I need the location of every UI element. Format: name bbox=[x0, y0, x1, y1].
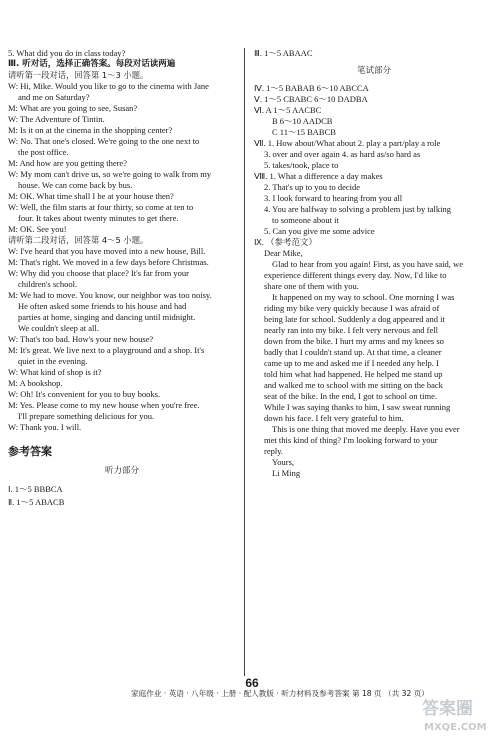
answer-subline: 5. takes/took, place to bbox=[264, 160, 339, 170]
dialogue-line: M: Is it on at the cinema in the shopping center? bbox=[8, 125, 173, 135]
answer-subline: Dear Mike, bbox=[264, 248, 303, 258]
dialogue-line: W: The Adventure of Tintin. bbox=[8, 114, 105, 124]
answer-subline: down from the bike. I hurt my arms and my knees so bbox=[264, 336, 444, 346]
dialogue-line: M: A bookshop. bbox=[8, 378, 63, 388]
answer-line: Ⅲ. 1～5 ABAAC bbox=[254, 48, 313, 58]
listening-section-title: 听力部分 bbox=[104, 466, 139, 476]
dialogue-continuation: quiet in the evening. bbox=[18, 356, 88, 366]
dialogue-continuation: children's school. bbox=[18, 279, 78, 289]
answer-subline: and walked me to school with me sitting on the back bbox=[264, 380, 443, 390]
answer-subline: Yours, bbox=[272, 457, 295, 467]
dialogue-line: M: It's great. We live next to a playground and a shop. It's bbox=[8, 345, 205, 355]
answer-subline: badly that I couldn't stand up. At that time, a cleaner bbox=[264, 347, 442, 357]
answer-subline: to someone about it bbox=[272, 215, 339, 225]
watermark-text: 答案圈 bbox=[422, 699, 473, 719]
answer-subline: 2. That's up to you to decide bbox=[264, 182, 361, 192]
left-column bbox=[8, 48, 236, 509]
dialogue-line: W: Thank you. I will. bbox=[8, 422, 82, 432]
answer-subline: Li Ming bbox=[272, 468, 301, 478]
instruction-line: 请听第二段对话，回答第 4～5 小题。 bbox=[8, 235, 149, 245]
dialogue-continuation: I'll prepare something delicious for you. bbox=[18, 411, 155, 421]
answer-line: Ⅳ. 1～5 BABAB 6～10 ABCCA bbox=[254, 83, 369, 93]
dialogue-line: M: OK. What time shall I be at your house then? bbox=[8, 191, 174, 201]
dialogue-continuation: and me on Saturday? bbox=[18, 92, 90, 102]
dialogue-line: W: My mom can't drive us, so we're going to walk from my bbox=[8, 169, 212, 179]
dialogue-line: W: No. That one's closed. We're going to the one next to bbox=[8, 136, 200, 146]
answers-title: 参考答案 bbox=[8, 445, 52, 458]
dialogue-line: 5. What did you do in class today? bbox=[8, 48, 126, 58]
dialogue-line: W: I've heard that you have moved into a new house, Bill. bbox=[8, 246, 206, 256]
answer-line: Ⅸ. （参考范文） bbox=[254, 237, 318, 247]
answer-subline: being late for school. Suddenly a dog appeared and it bbox=[264, 314, 445, 324]
dialogue-continuation: He often asked some friends to his house and had bbox=[18, 301, 187, 311]
written-section-title: 笔试部分 bbox=[356, 66, 391, 76]
answer-subline: riding my bike very quickly because I was afraid of bbox=[264, 303, 440, 313]
page-number: 66 bbox=[245, 676, 259, 690]
dialogue-line: M: Yes. Please come to my new house when you're free. bbox=[8, 400, 200, 410]
answer-subline: nearly ran into my bike. I felt very nervous and fell bbox=[264, 325, 438, 335]
column-divider bbox=[244, 48, 245, 676]
dialogue-continuation: four. It takes about twenty minutes to get there. bbox=[18, 213, 179, 223]
dialogue-line: W: That's too bad. How's your new house? bbox=[8, 334, 154, 344]
page-footer: 家庭作业 · 英语 · 八年级 · 上册 · 配人教版 · 听力材料及参考答案 第 18 页 （共 32 页） bbox=[131, 689, 429, 698]
answer-line: Ⅶ. 1. How about/What about 2. play a part/play a role bbox=[254, 138, 441, 148]
answer-subline: 3. I look forward to hearing from you all bbox=[264, 193, 403, 203]
answer-subline: 4. You are halfway to solving a problem just by talking bbox=[264, 204, 451, 214]
answer-subline: 3. over and over again 4. as hard as/so hard as bbox=[264, 149, 421, 159]
watermark-url: MXQE.COM bbox=[424, 722, 487, 733]
dialogue-continuation: the post office. bbox=[18, 147, 69, 157]
answer-line: Ⅰ. 1～5 BBBCA bbox=[8, 484, 63, 494]
answer-subline: While I was saying thanks to him, I saw sweat running bbox=[264, 402, 451, 412]
answer-line: Ⅱ. 1～5 ABACB bbox=[8, 497, 65, 507]
answer-subline: seat of the bike. In the end, I got to school on time. bbox=[264, 391, 438, 401]
answer-subline: C 11～15 BABCB bbox=[272, 127, 336, 137]
answer-subline: share one of them with you. bbox=[264, 281, 359, 291]
answer-subline: reply. bbox=[264, 446, 284, 456]
dialogue-line: W: Well, the film starts at four thirty, so come at ten to bbox=[8, 202, 194, 212]
dialogue-line: W: Oh! It's convenient for you to buy books. bbox=[8, 389, 161, 399]
answer-subline: B 6～10 AADCB bbox=[272, 116, 333, 126]
watermark-logo bbox=[420, 690, 498, 734]
dialogue-continuation: We couldn't sleep at all. bbox=[18, 323, 99, 333]
section-heading: Ⅲ. 听对话，选择正确答案。每段对话读两遍 bbox=[8, 59, 176, 69]
dialogue-line: M: OK. See you! bbox=[8, 224, 67, 234]
answer-line: Ⅵ. A 1～5 AACBC bbox=[254, 105, 322, 115]
answer-subline: experience different things every day. Now, I'd like to bbox=[264, 270, 447, 280]
answer-subline: 5. Can you give me some advice bbox=[264, 226, 375, 236]
answer-subline: Glad to hear from you again! First, as you have said, we bbox=[272, 259, 463, 269]
answer-subline: came up to me and asked me if I needed any help. I bbox=[264, 358, 439, 368]
answer-subline: met this kind of thing? I'm looking forward to your bbox=[264, 435, 438, 445]
dialogue-continuation: house. We can come back by bus. bbox=[18, 180, 133, 190]
dialogue-line: W: What kind of shop is it? bbox=[8, 367, 102, 377]
dialogue-line: W: Why did you choose that place? It's far from your bbox=[8, 268, 189, 278]
answer-line: Ⅷ. 1. What a difference a day makes bbox=[254, 171, 383, 181]
dialogue-line: W: Hi, Mike. Would you like to go to the cinema with Jane bbox=[8, 81, 209, 91]
dialogue-line: M: And how are you getting there? bbox=[8, 158, 127, 168]
dialogue-line: M: We had to move. You know, our neighbor was too noisy. bbox=[8, 290, 212, 300]
answer-line: Ⅴ. 1～5 CBABC 6～10 DADBA bbox=[254, 94, 368, 104]
instruction-line: 请听第一段对话，回答第 1～3 小题。 bbox=[8, 70, 149, 80]
dialogue-line: M: What are you going to see, Susan? bbox=[8, 103, 138, 113]
dialogue-line: M: That's right. We moved in a few days before Christmas. bbox=[8, 257, 209, 267]
right-column bbox=[254, 48, 494, 479]
answer-subline: This is one thing that moved me deeply. Have you ever bbox=[272, 424, 460, 434]
answer-subline: down his face. I felt very grateful to him. bbox=[264, 413, 404, 423]
answer-subline: It happened on my way to school. One morning I was bbox=[272, 292, 455, 302]
answer-subline: told him what had happened. He helped me stand up bbox=[264, 369, 443, 379]
dialogue-continuation: parties at home, singing and dancing until midnight. bbox=[18, 312, 196, 322]
